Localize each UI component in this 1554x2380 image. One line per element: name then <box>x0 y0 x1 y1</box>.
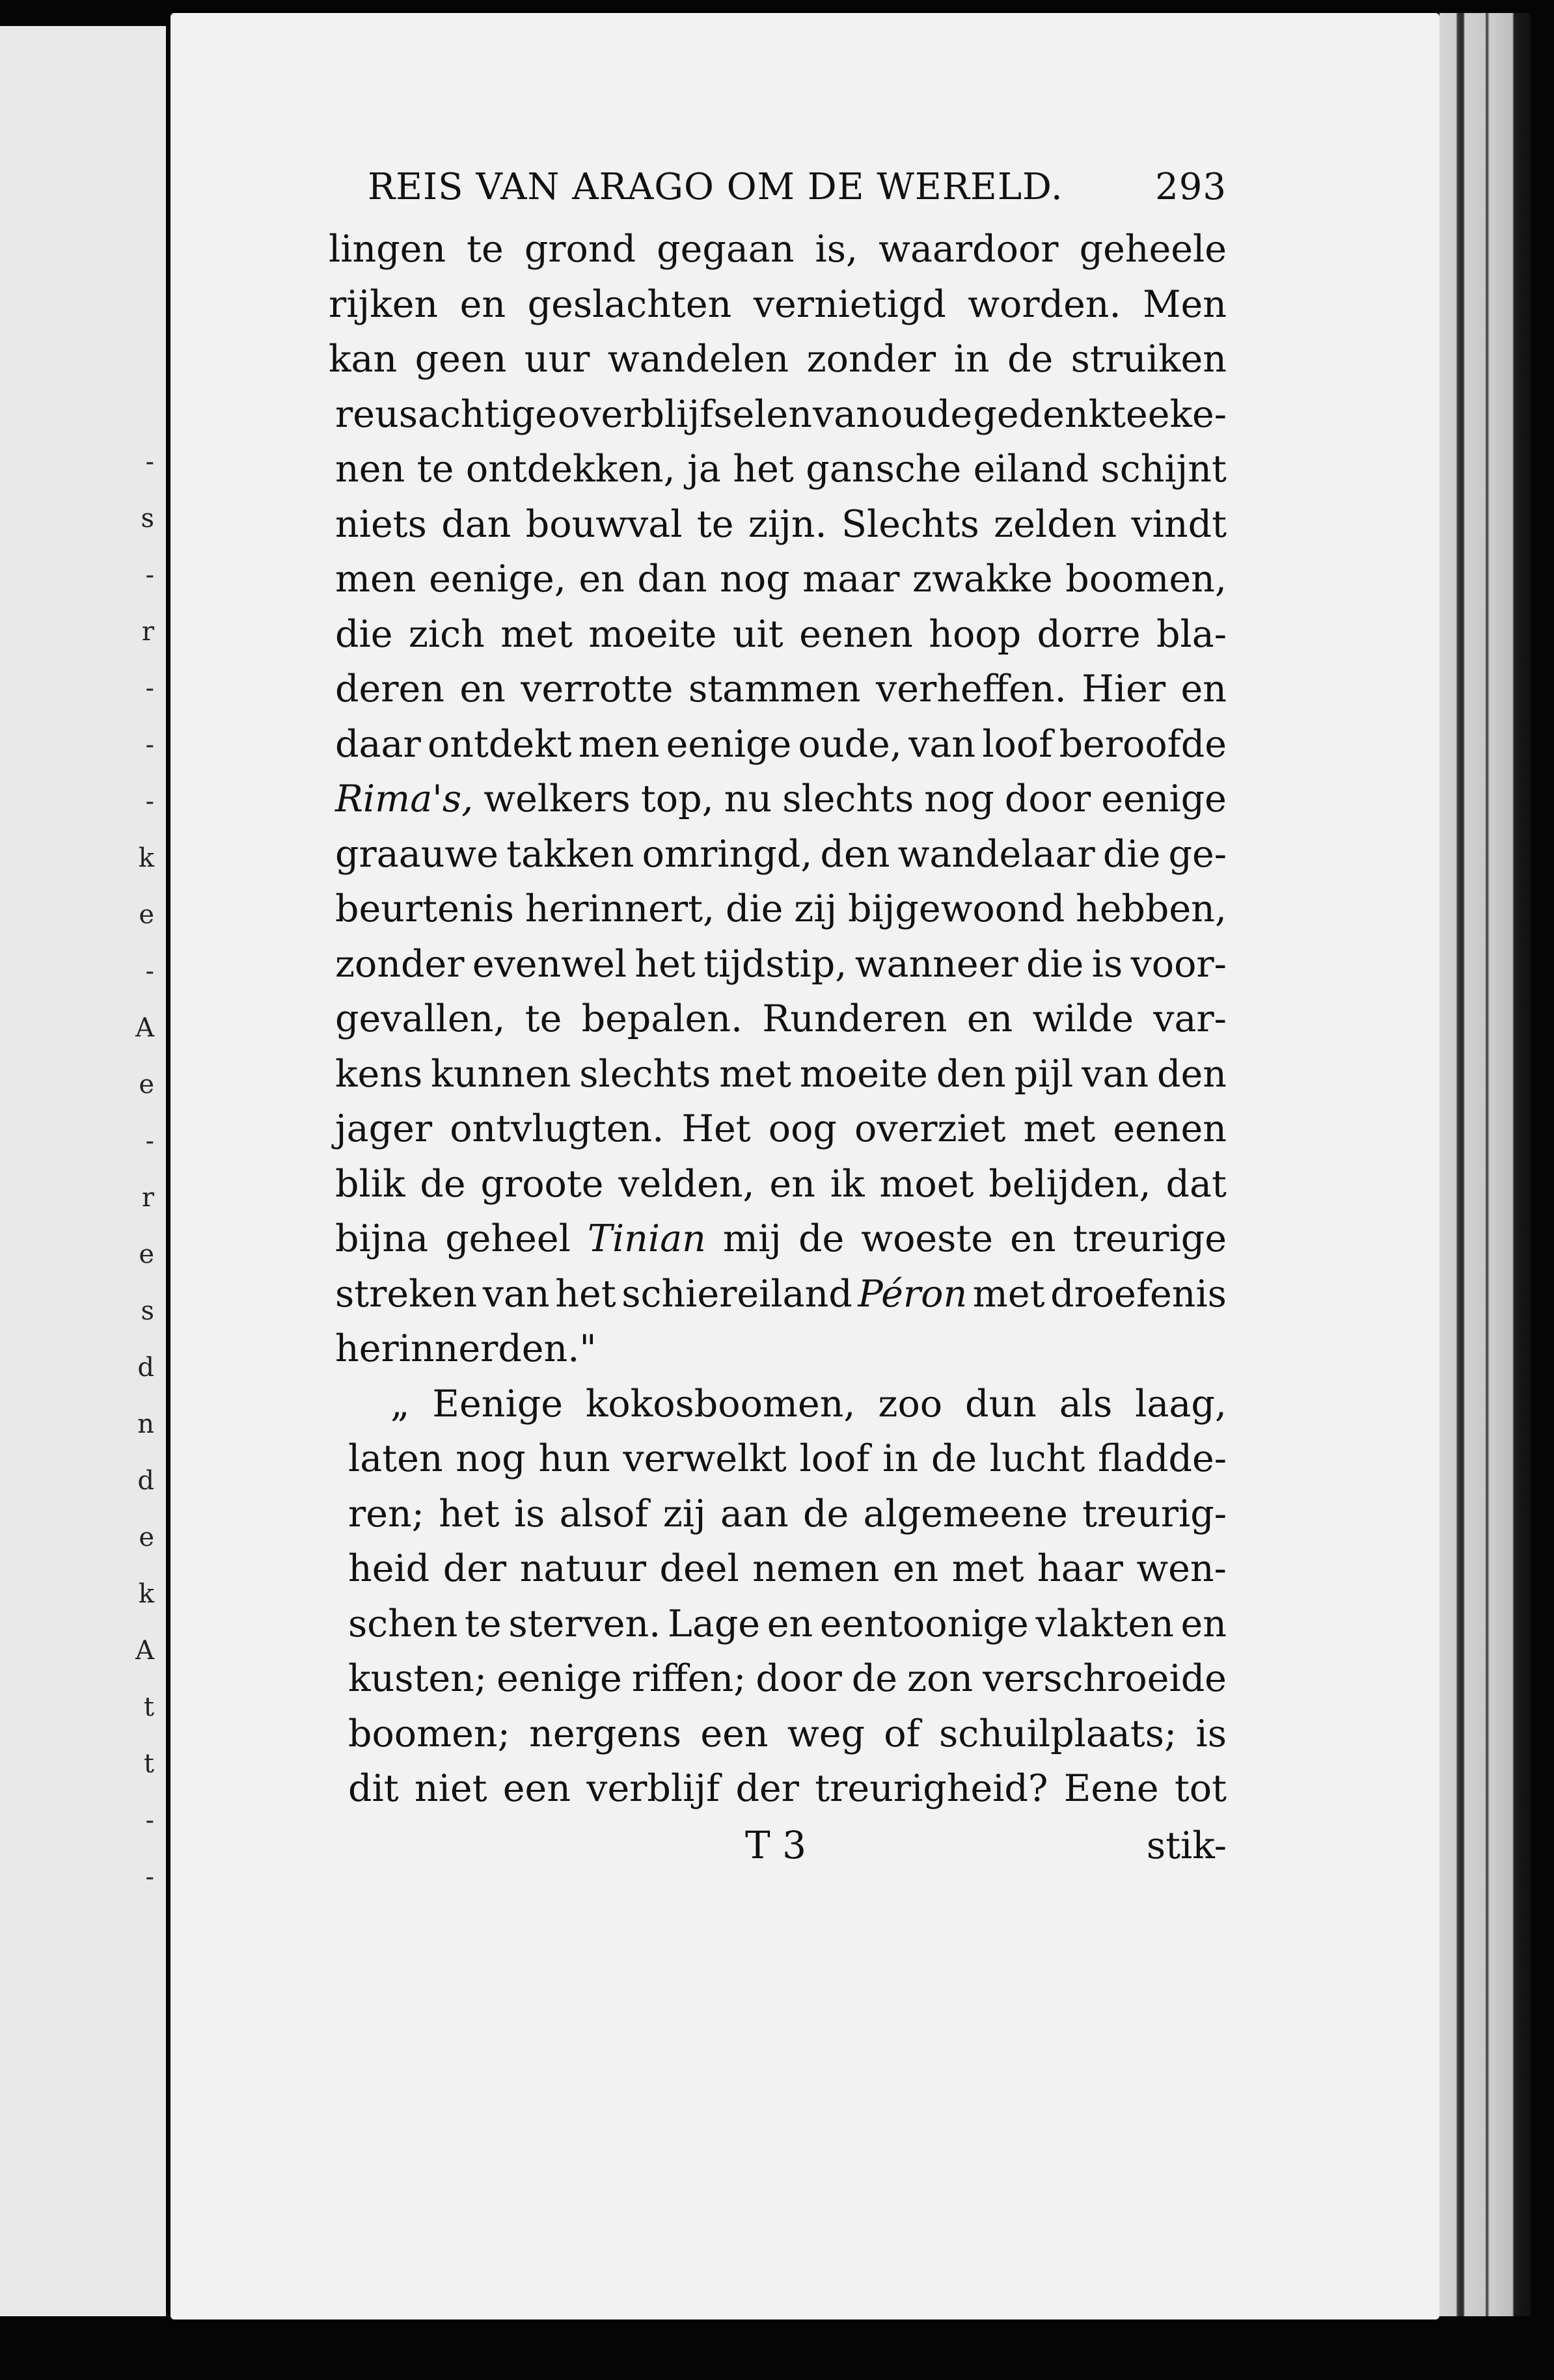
margin-char: e <box>139 900 154 930</box>
margin-char: t <box>143 1692 154 1722</box>
left-page-edge <box>0 26 169 2316</box>
running-title: REIS VAN ARAGO OM DE WERELD. <box>368 166 1063 208</box>
text-line: men eenige, en dan nog maar zwakke boomen, <box>335 558 1227 601</box>
text-line: reusachtige overblijfselen van oude gedenkteeke- <box>335 392 1227 436</box>
text-line: zonder evenwel het tijdstip, wanneer die is voor- <box>335 942 1227 986</box>
text-line: laten nog hun verwelkt loof in de lucht fladde- <box>348 1437 1227 1480</box>
text-line: streken van het schiereiland Péron met droefenis <box>335 1272 1227 1316</box>
text-line: kan geen uur wandelen zonder in de struiken <box>329 338 1227 381</box>
text-line: dit niet een verblijf der treurigheid? Eene tot <box>348 1767 1227 1810</box>
text-line: daar ontdekt men eenige oude, van loof beroofde <box>335 722 1227 766</box>
page-number: 293 <box>1155 166 1227 208</box>
page-footer <box>329 1819 1227 1871</box>
body-text <box>329 222 1227 1817</box>
text-line: boomen; nergens een weg of schuilplaats; is <box>348 1712 1227 1755</box>
text-line: graauwe takken omringd, den wandelaar die ge- <box>335 832 1227 876</box>
text-line: kusten; eenige riffen; door de zon verschroeide <box>348 1657 1227 1700</box>
margin-char: - <box>145 1862 154 1892</box>
margin-char: A <box>135 1636 154 1666</box>
catchword: stik- <box>1146 1824 1227 1867</box>
margin-char: A <box>135 1013 154 1043</box>
text-line: heid der natuur deel nemen en met haar wen- <box>348 1547 1227 1590</box>
text-line: schen te sterven. Lage en eentoonige vlakten en <box>348 1602 1227 1645</box>
margin-char: k <box>138 1579 154 1609</box>
margin-char: d <box>137 1353 154 1383</box>
text-line: jager ontvlugten. Het oog overziet met eenen <box>335 1107 1227 1150</box>
margin-char: k <box>138 843 154 873</box>
text-line: herinnerden." <box>335 1327 597 1370</box>
margin-char: - <box>145 956 154 986</box>
text-line: rijken en geslachten vernietigd worden. Men <box>329 282 1227 326</box>
left-page-cropped-text <box>0 26 166 2316</box>
margin-char: e <box>139 1239 154 1269</box>
text-line: bijna geheel Tinian mij de woeste en treurige <box>335 1217 1227 1260</box>
text-line: Rima's, welkers top, nu slechts nog door eenige <box>335 778 1227 820</box>
text-line: „ Eenige kokosboomen, zoo dun als laag, <box>390 1382 1227 1426</box>
margin-char: t <box>143 1749 154 1779</box>
text-line: die zich met moeite uit eenen hoop dorre bla- <box>335 612 1227 656</box>
text-line: lingen te grond gegaan is, waardoor geheele <box>329 228 1227 271</box>
text-line: nen te ontdekken, ja het gansche eiland schijnt <box>335 448 1227 491</box>
signature-mark: T 3 <box>745 1822 807 1867</box>
margin-char: d <box>137 1466 154 1496</box>
margin-char: s <box>141 1296 154 1326</box>
page-text-block <box>329 166 1227 1871</box>
page-edges <box>1439 13 1531 2316</box>
text-line: gevallen, te bepalen. Runderen en wilde var- <box>335 997 1227 1040</box>
margin-char: - <box>145 560 154 590</box>
running-header <box>329 166 1227 218</box>
margin-char: - <box>145 787 154 817</box>
margin-char: s <box>141 504 154 534</box>
text-line: blik de groote velden, en ik moet belijden, dat <box>335 1162 1227 1206</box>
margin-char: n <box>137 1409 154 1439</box>
margin-char: e <box>139 1070 154 1100</box>
margin-char: e <box>139 1522 154 1552</box>
margin-char: - <box>145 1126 154 1156</box>
margin-char: r <box>141 617 154 647</box>
text-line: ren; het is alsof zij aan de algemeene treurig- <box>348 1492 1227 1535</box>
text-line: niets dan bouwval te zijn. Slechts zelden vindt <box>335 502 1227 546</box>
text-line: kens kunnen slechts met moeite den pijl van den <box>335 1052 1227 1096</box>
margin-char: r <box>141 1183 154 1213</box>
margin-char: - <box>145 673 154 703</box>
text-line: deren en verrotte stammen verheffen. Hier en <box>335 668 1227 710</box>
text-line: beurtenis herinnert, die zij bijgewoond hebben, <box>335 887 1227 930</box>
margin-char: - <box>145 447 154 477</box>
margin-char: - <box>145 1805 154 1835</box>
margin-char: - <box>145 730 154 760</box>
